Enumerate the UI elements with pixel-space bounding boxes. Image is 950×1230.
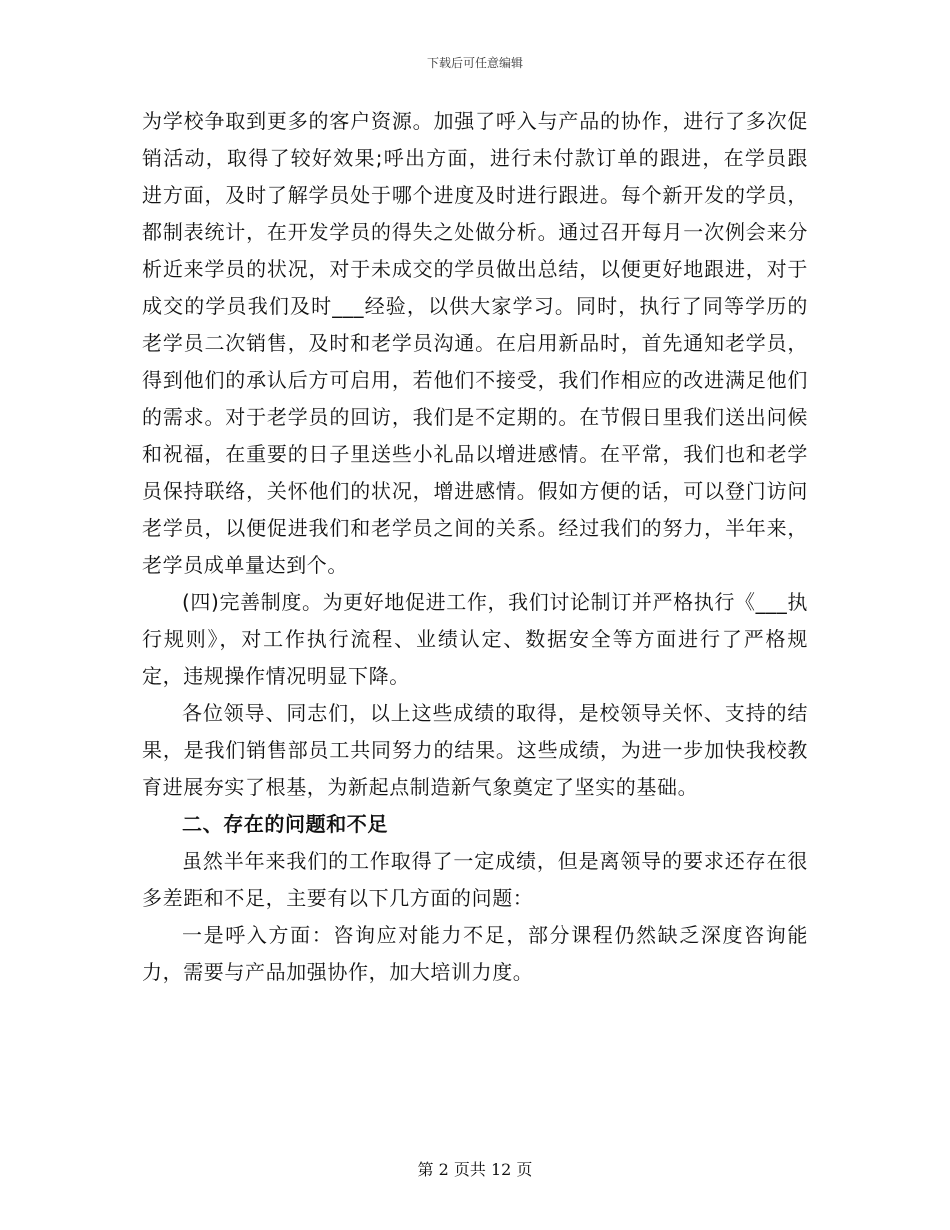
paragraph-system-improvement: (四)完善制度。为更好地促进工作，我们讨论制订并严格执行《___执行规则》，对工作执行流程、业绩认定、数据安全等方面进行了严格规定，违规操作情况明显下降。	[142, 590, 808, 688]
section-heading: 二、存在的问题和不足	[182, 812, 388, 836]
document-body	[142, 103, 808, 991]
paragraph-achievements: 各位领导、同志们，以上这些成绩的取得，是校领导关怀、支持的结果，是我们销售部员工共同努力的结果。这些成绩，为进一步加快我校教育进展夯实了根基，为新起点制造新气象奠定了坚实的基础。	[142, 701, 808, 799]
page-header: 下载后可任意编辑	[426, 56, 523, 70]
paragraph-continued: 为学校争取到更多的客户资源。加强了呼入与产品的协作，进行了多次促销活动，取得了较好效果;呼出方面，进行未付款订单的跟进，在学员跟进方面，及时了解学员处于哪个进度及时进行跟进。每个新开发的学员，都制表统计，在开发学员的得失之处做分析。通过召开每月一次例会来分析近来学员的状况，对于未成交的学员做出总结，以便更好地跟进，对于成交的学员我们及时___经验，以供大家学习。同时，执行了同等学历的老学员二次销售，及时和老学员沟通。在启用新品时，首先通知老学员，得到他们的承认后方可启用，若他们不接受，我们作相应的改进满足他们的需求。对于老学员的回访，我们是不定期的。在节假日里我们送出问候和祝福，在重要的日子里送些小礼品以增进感情。在平常，我们也和老学员保持联络，关怀他们的状况，增进感情。假如方便的话，可以登门访问老学员，以便促进我们和老学员之间的关系。经过我们的努力，半年来，老学员成单量达到个。	[142, 109, 808, 577]
paragraph-problems-intro: 虽然半年来我们的工作取得了一定成绩，但是离领导的要求还存在很多差距和不足，主要有以下几方面的问题：	[142, 849, 808, 910]
page-footer: 第 2 页共 12 页	[417, 1160, 533, 1179]
paragraph-inbound-issue: 一是呼入方面：咨询应对能力不足，部分课程仍然缺乏深度咨询能力，需要与产品加强协作，加大培训力度。	[142, 923, 808, 984]
